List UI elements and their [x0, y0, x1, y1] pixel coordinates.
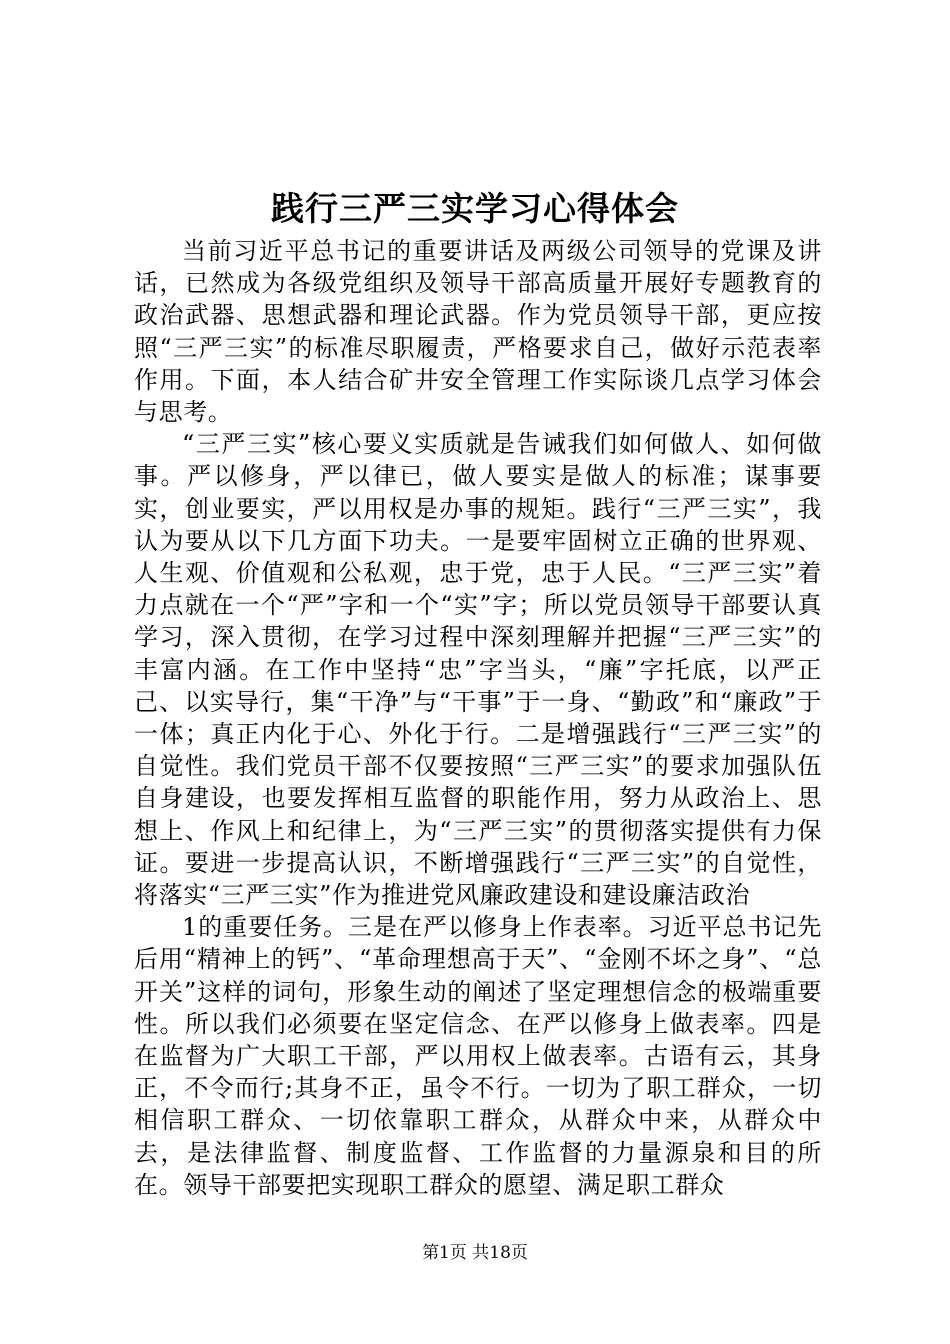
document-title: 践行三严三实学习心得体会	[271, 189, 679, 228]
paragraph-intro: 当前习近平总书记的重要讲话及两级公司领导的党课及讲话，已然成为各级党组织及领导干部高质量开展好专题教育的政治武器、思想武器和理论武器。作为党员领导干部，更应按照“三严三实”的标准尽职履责，严格要求自己，做好示范表率作用。下面，本人结合矿井安全管理工作实际谈几点学习体会与思考。	[134, 237, 822, 427]
document-body	[134, 235, 822, 1201]
paragraph-core-meaning: “三严三实”核心要义实质就是告诫我们如何做人、如何做事。严以修身，严以律已，做人要实是做人的标准；谋事要实，创业要实，严以用权是办事的规矩。践行“三严三实”，我认为要从以下几方面下功夫。一是要牢固树立正确的世界观、人生观、价值观和公私观，忠于党，忠于人民。“三严三实”着力点就在一个“严”字和一个“实”字；所以党员领导干部要认真学习，深入贯彻，在学习过程中深刻理解并把握“三严三实”的丰富内涵。在工作中坚持“忠”字当头，“廉”字托底，以严正己、以实导行，集“干净”与“干事”于一身、“勤政”和“廉政”于一体；真正内化于心、外化于行。二是增强践行“三严三实”的自觉性。我们党员干部不仅要按照“三严三实”的要求加强队伍自身建设，也要发挥相互监督的职能作用，努力从政治上、思想上、作风上和纪律上，为“三严三实”的贯彻落实提供有力保证。要进一步提高认识，不断增强践行“三严三实”的自觉性，将落实“三严三实”作为推进党风廉政建设和建设廉洁政治	[134, 430, 822, 910]
paragraph-tasks: 1的重要任务。三是在严以修身上作表率。习近平总书记先后用“精神上的钙”、“革命理想高于天”、“金刚不坏之身”、“总开关”这样的词句，形象生动的阐述了坚定理想信念的极端重要性。所以我们必须要在坚定信念、在严以修身上做表率。四是在监督为广大职工干部，严以用权上做表率。古语有云，其身正，不令而行;其身不正，虽令不行。一切为了职工群众，一切相信职工群众、一切依靠职工群众，从群众中来，从群众中去，是法律监督、制度监督、工作监督的力量源泉和目的所在。领导干部要把实现职工群众的愿望、满足职工群众	[134, 913, 822, 1199]
page-number-footer: 第1页 共18页	[422, 1243, 528, 1263]
